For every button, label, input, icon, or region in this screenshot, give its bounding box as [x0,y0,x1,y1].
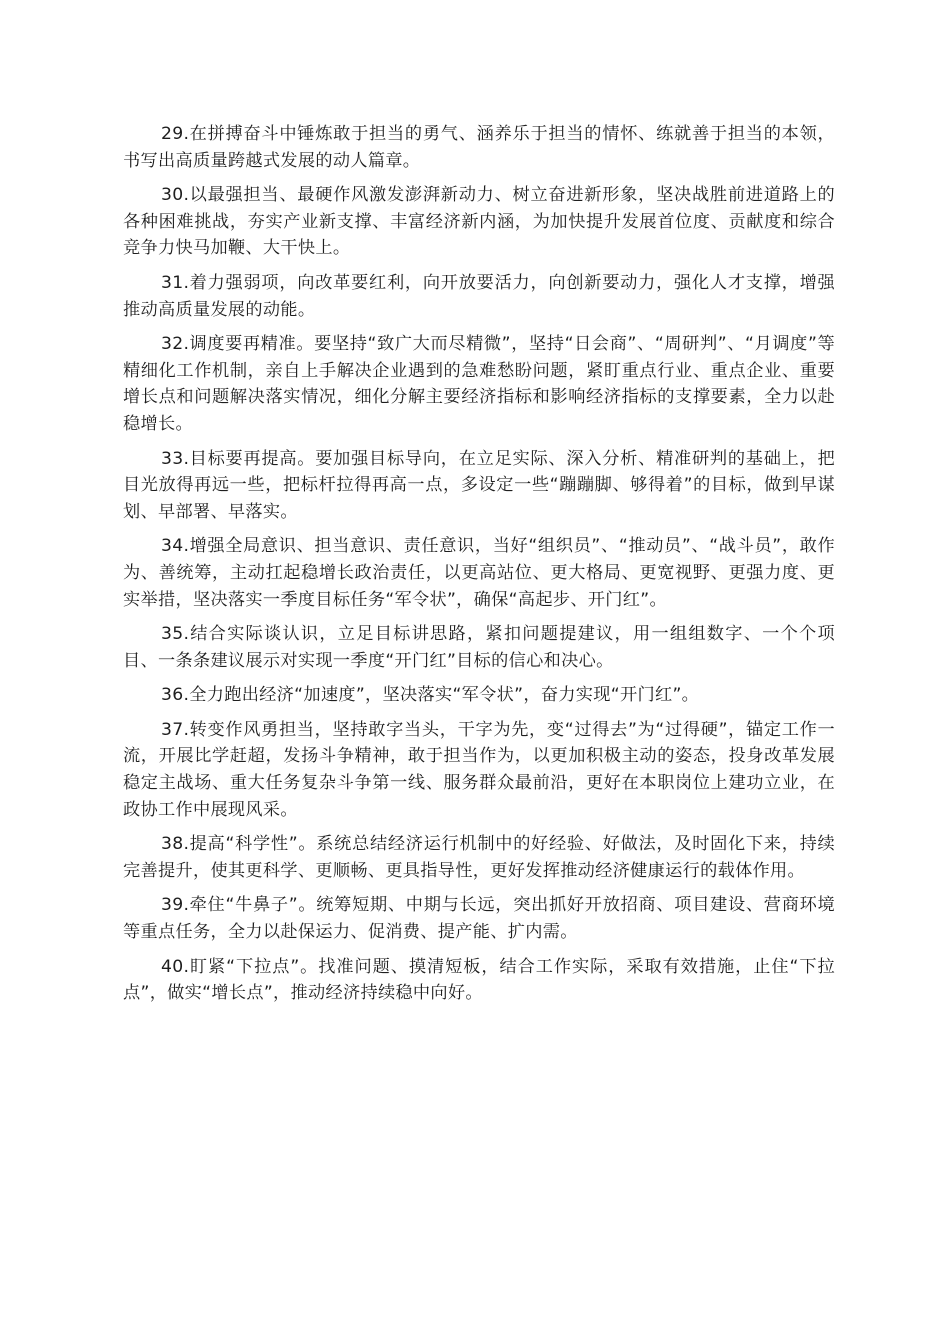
paragraph-34: 34.增强全局意识、担当意识、责任意识，当好“组织员”、“推动员”、“战斗员”，敢作为、善统筹，主动扛起稳增长政治责任，以更高站位、更大格局、更宽视野、更强力度、更实举措，坚决落实一季度目标任务“军令状”，确保“高起步、开门红”。 [123,536,835,610]
document-body [123,121,835,1015]
paragraph-39: 39.牵住“牛鼻子”。统筹短期、中期与长远，突出抓好开放招商、项目建设、营商环境等重点任务，全力以赴保运力、促消费、提产能、扩内需。 [123,895,835,943]
paragraph-33: 33.目标要再提高。要加强目标导向，在立足实际、深入分析、精准研判的基础上，把目光放得再远一些，把标杆拉得再高一点，多设定一些“蹦蹦脚、够得着”的目标，做到早谋划、早部署、早落实。 [123,448,835,522]
paragraph-38: 38.提高“科学性”。系统总结经济运行机制中的好经验、好做法，及时固化下来，持续完善提升，使其更科学、更顺畅、更具指导性，更好发挥推动经济健康运行的载体作用。 [123,834,835,881]
paragraph-31: 31.着力强弱项，向改革要红利，向开放要活力，向创新要动力，强化人才支撑，增强推动高质量发展的动能。 [123,272,835,320]
paragraph-37: 37.转变作风勇担当，坚持敢字当头，干字为先，变“过得去”为“过得硬”，锚定工作一流，开展比学赶超，发扬斗争精神，敢于担当作为，以更加积极主动的姿态，投身改革发展稳定主战场、重大任务复杂斗争第一线、服务群众最前沿，更好在本职岗位上建功立业，在政协工作中展现风采。 [123,719,835,820]
paragraph-36: 36.全力跑出经济“加速度”，坚决落实“军令状”，奋力实现“开门红”。 [161,685,700,706]
paragraph-29: 29.在拼搏奋斗中锤炼敢于担当的勇气、涵养乐于担当的情怀、练就善于担当的本领，书写出高质量跨越式发展的动人篇章。 [123,124,835,171]
paragraph-30: 30.以最强担当、最硬作风激发澎湃新动力、树立奋进新形象，坚决战胜前进道路上的各种困难挑战，夯实产业新支撑、丰富经济新内涵，为加快提升发展首位度、贡献度和综合竞争力快马加鞭、大干快上。 [123,185,835,259]
paragraph-40: 40.盯紧“下拉点”。找准问题、摸清短板，结合工作实际，采取有效措施，止住“下拉点”，做实“增长点”，推动经济持续稳中向好。 [123,956,835,1004]
paragraph-35: 35.结合实际谈认识，立足目标讲思路，紧扣问题提建议，用一组组数字、一个个项目、一条条建议展示对实现一季度“开门红”目标的信心和决心。 [123,624,835,671]
paragraph-32: 32.调度要再精准。要坚持“致广大而尽精微”，坚持“日会商”、“周研判”、“月调度”等精细化工作机制，亲自上手解决企业遇到的急难愁盼问题，紧盯重点行业、重点企业、重要增长点和问题解决落实情况，细化分解主要经济指标和影响经济指标的支撑要素，全力以赴稳增长。 [123,334,835,434]
